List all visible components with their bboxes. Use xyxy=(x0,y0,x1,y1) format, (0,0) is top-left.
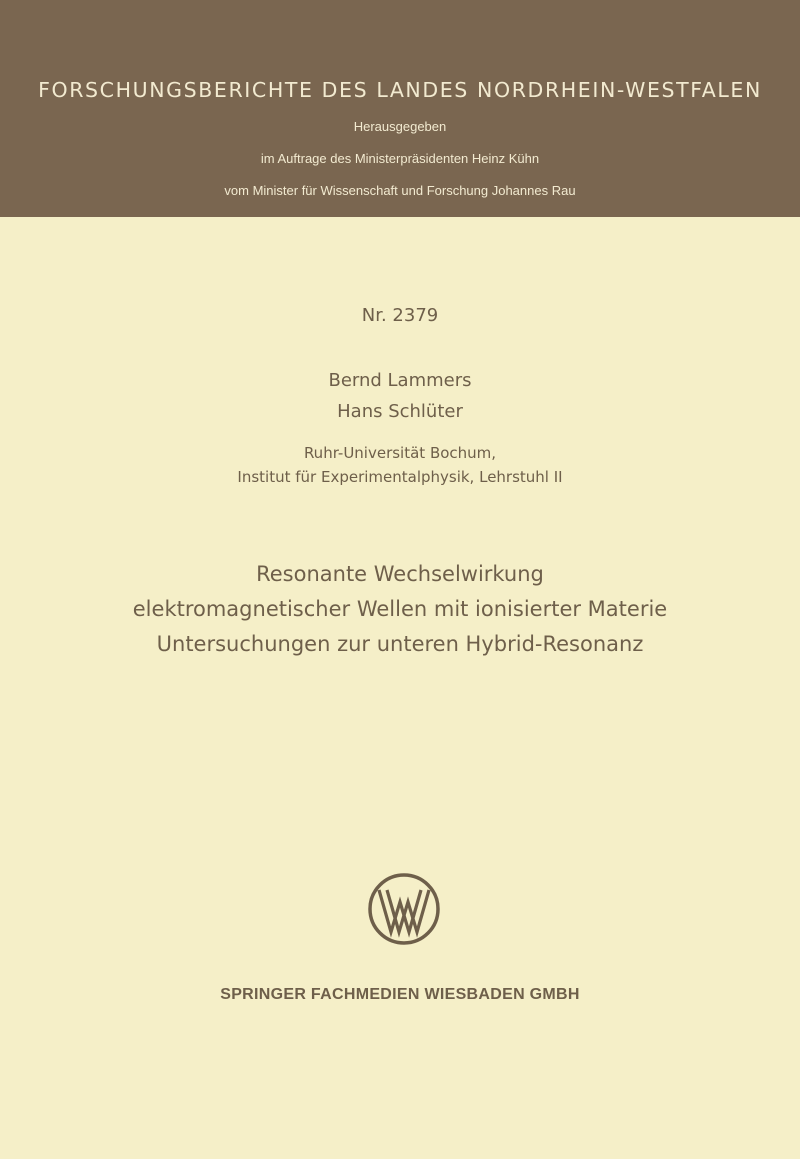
editor-line-published: Herausgegeben xyxy=(353,119,447,134)
editor-line-minister: vom Minister für Wissenschaft und Forschung Johannes Rau xyxy=(224,183,576,198)
affiliation-line: Institut für Experimentalphysik, Lehrstuhl II xyxy=(237,468,563,486)
book-title-line: Resonante Wechselwirkung xyxy=(256,562,544,586)
header-band xyxy=(0,0,800,217)
author-name: Hans Schlüter xyxy=(337,401,463,422)
publisher-name: SPRINGER FACHMEDIEN WIESBADEN GMBH xyxy=(220,986,580,1003)
publisher-ww-logo-icon xyxy=(367,872,441,946)
book-title-line: elektromagnetischer Wellen mit ionisierter Materie xyxy=(132,597,668,621)
editor-line-commissioned: im Auftrage des Ministerpräsidenten Heinz Kühn xyxy=(260,151,540,166)
author-name: Bernd Lammers xyxy=(328,370,472,391)
report-number: Nr. 2379 xyxy=(361,305,439,326)
book-title-line: Untersuchungen zur unteren Hybrid-Resonanz xyxy=(156,632,644,656)
series-title: FORSCHUNGSBERICHTE DES LANDES NORDRHEIN-WESTFALEN xyxy=(38,78,762,102)
affiliation-line: Ruhr-Universität Bochum, xyxy=(303,444,497,462)
